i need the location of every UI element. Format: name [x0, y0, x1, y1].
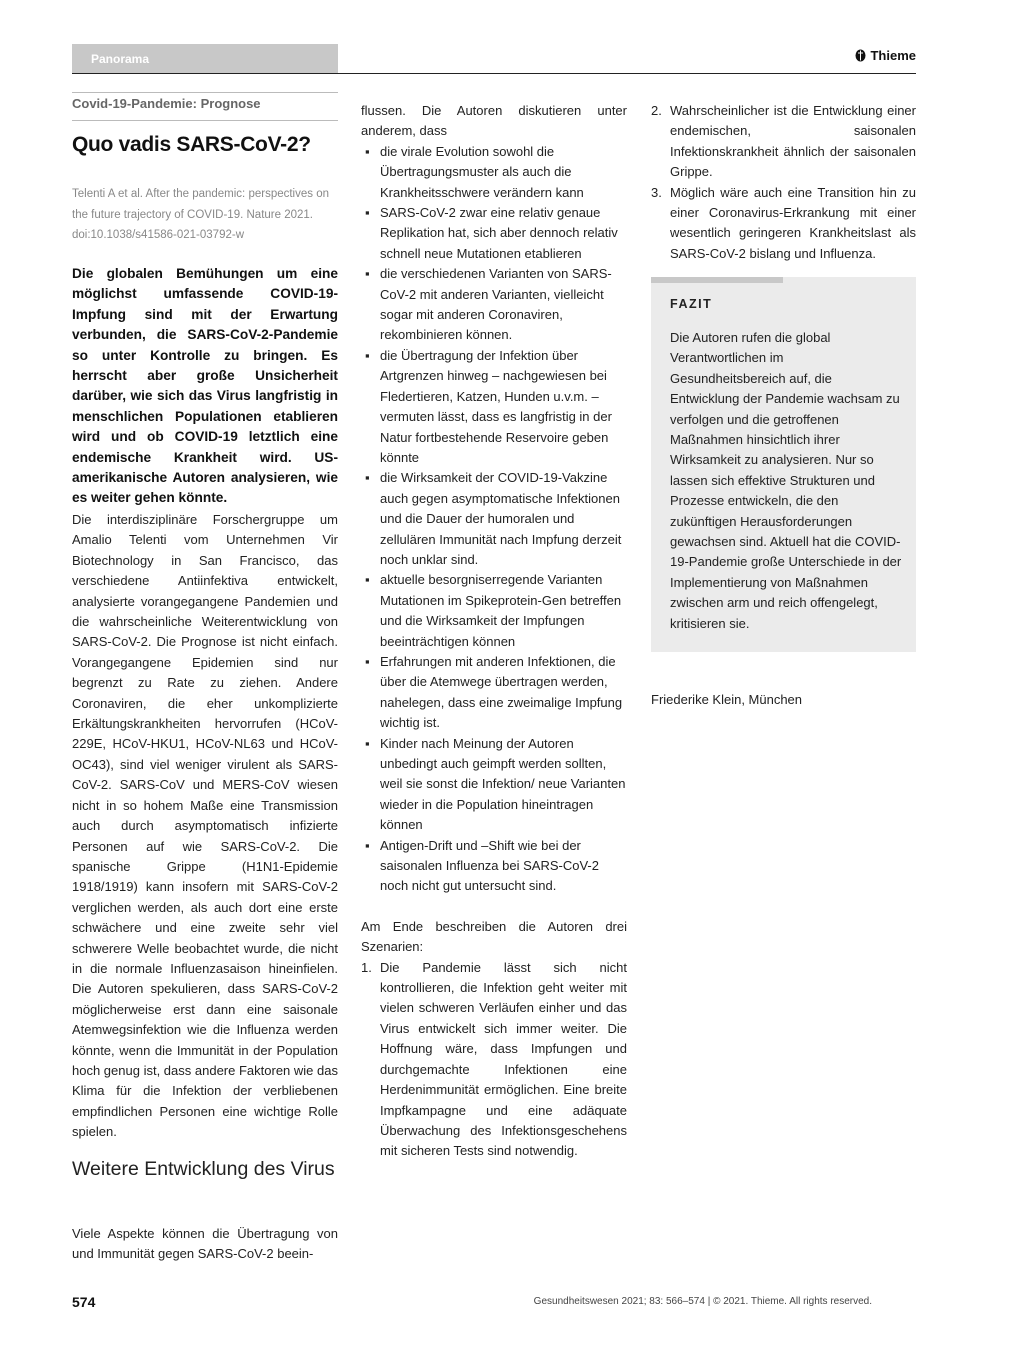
- bullet-marker: ▪: [365, 470, 370, 486]
- list-item: ▪ die Wirksamkeit der COVID-19-Vakzine auch gegen asymptomatische Infektionen und die Dauer der humoralen und zellulären Immunität nach Impfung derzeit noch unklar sind.: [365, 470, 622, 567]
- fazit-heading: FAZIT: [670, 297, 713, 311]
- scenario-list: [361, 958, 627, 1162]
- bullet-marker: ▪: [365, 572, 370, 588]
- bullet-marker: ▪: [365, 837, 370, 853]
- column-3: [651, 101, 916, 264]
- page-number: 574: [72, 1294, 96, 1310]
- bullet-marker: ▪: [365, 653, 370, 669]
- body-paragraph: Die interdisziplinäre Forschergruppe um Amalio Telenti vom Unternehmen Vir Biotechnology in San Francisco, das verschiedene Antiinfektiva entwickelt, analysierte vorangegangene Pandemien und die wahrscheinliche Weiterentwicklung von SARS-CoV-2. Die Prognose ist nicht einfach. Vorangegangene Epidemien sind nur begrenzt zu Rate zu ziehen. Andere Coronaviren, die eher unkomplizierte Erkältungskrankheiten hervorrufen (HCoV-229E, HCoV-HKU1, HCoV-NL63 und HCoV-OC43), sind viel weniger virulent als SARS-CoV-2. SARS-CoV und MERS-CoV wiesen nicht in so hohem Maße eine Transmission auch durch asymptomatisch infizierte Personen auf wie SARS-CoV-2. Die spanische Grippe (H1N1-Epidemie 1918/1919) kann insofern mit SARS-CoV-2 verglichen werden, als auch dort eine erste schwächere und eine zweite sehr viel schwerere Welle beobachtet wurde, die nicht in die normale Influenzasaison hineinfielen. Die Autoren spekulieren, dass SARS-CoV-2 möglicherweise erst dann eine saisonale Atemwegsinfektion wie die Influenza werden könnte, wenn die Immunität in der Population hoch genug ist, dass andere Faktoren wie das Klima für die Infektion der verbliebenen empfindlichen Personen eine wichtige Rolle spielen.: [72, 512, 338, 1140]
- aspects-list: [361, 142, 627, 897]
- article-lead: Die globalen Bemühungen um eine möglichst umfassende COVID-19-Impfung sind mit der Erwartung verbunden, die SARS-CoV-2-Pandemie so unter Kontrolle zu bringen. Es herrscht aber große Unsicherheit darüber, wie sich das Virus langfristig in menschlichen Populationen etablieren wird und ob COVID-19 letztlich eine endemische Krankheit wird. US-amerikanische Autoren analysieren, wie es weiter gehen könnte.: [72, 266, 338, 506]
- scenario-item: 1. Die Pandemie lässt sich nicht kontrollieren, die Infektion geht weiter mit vielen schweren Verläufen einher und das Virus entwickelt sich immer weiter. Die Hoffnung wäre, dass Impfungen und durchgemachte Infektionen eine Herdenimmunität ermöglichen. Eine breite Impfkampagne und eine adäquate Überwachung des Infektionsgeschehens mit sicheren Tests sind notwendig.: [361, 959, 627, 1159]
- bullet-marker: ▪: [365, 205, 370, 221]
- header-rule: [72, 73, 916, 74]
- list-item: ▪ Antigen-Drift und –Shift wie bei der saisonalen Influenza bei SARS-CoV-2 noch nicht gut untersucht sind.: [365, 837, 599, 894]
- footer-citation: Gesundheitswesen 2021; 83: 566–574 | © 2021. Thieme. All rights reserved.: [533, 1296, 872, 1307]
- scenarios-intro: Am Ende beschreiben die Autoren drei Szenarien:: [361, 918, 627, 955]
- article-citation: Telenti A et al. After the pandemic: perspectives on the future trajectory of COVID-19. Nature 2021. doi:10.1038/s41586-021-03792-w: [72, 188, 329, 241]
- kicker-rule: [72, 120, 338, 121]
- bullet-marker: ▪: [365, 735, 370, 751]
- scenario-list-continued: [651, 101, 916, 264]
- bullet-marker: ▪: [365, 347, 370, 363]
- brand-name: Thieme: [870, 48, 916, 63]
- scenario-item: 3. Möglich wäre auch eine Transition hin zu einer Coronavirus-Erkrankung mit einer wesentlich geringeren Krankheitslast als SARS-CoV-2 bislang und Influenza.: [651, 184, 916, 261]
- scenario-item: 2. Wahrscheinlicher ist die Entwicklung einer endemischen, saisonalen Infektionskrankheit ähnlich der saisonalen Grippe.: [651, 103, 916, 180]
- list-item: ▪ Kinder nach Meinung der Autoren unbedingt auch geimpft werden sollten, weil sie sonst die Infektion/ neue Varianten wieder in die Population hineintragen können: [365, 735, 626, 833]
- list-item: ▪ die virale Evolution sowohl die Übertragungsmuster als auch die Krankheitsschwere verändern kann: [365, 143, 584, 200]
- column-2: [361, 101, 627, 1162]
- article-author: Friederike Klein, München: [651, 692, 803, 707]
- list-item: ▪ Erfahrungen mit anderen Infektionen, die über die Atemwege übertragen werden, nahelegen, dass eine zweimalige Impfung wichtig ist.: [365, 653, 623, 731]
- section-tab: Panorama: [72, 44, 338, 74]
- list-item: ▪ SARS-CoV-2 zwar eine relativ genaue Replikation hat, sich aber dennoch relativ schnell neue Mutationen etablieren: [365, 205, 618, 261]
- section-heading: Weitere Entwicklung des Virus: [72, 1158, 335, 1180]
- list-item: ▪ aktuelle besorgniserregende Varianten Mutationen im Spikeprotein-Gen betreffen und die Wirksamkeit der Impfungen beeinträchtigen können: [365, 572, 622, 649]
- article-title: Quo vadis SARS-CoV-2?: [72, 133, 311, 156]
- list-item: ▪ die Übertragung der Infektion über Artgrenzen hinweg – nachgewiesen bei Fledertieren, Katzen, Hunden u.v.m. – vermuten lässt, dass es langfristig in der Natur fortbestehende Reservoire geben könnte: [365, 347, 612, 465]
- bullet-marker: ▪: [365, 143, 370, 159]
- publisher-brand: [855, 48, 916, 63]
- body-paragraph-start: Viele Aspekte können die Übertragung von und Immunität gegen SARS-CoV-2 beein-: [72, 1226, 338, 1262]
- kicker-rule: [72, 92, 338, 93]
- body-paragraph-continued: flussen. Die Autoren diskutieren unter anderem, dass: [361, 103, 627, 139]
- list-item: ▪ die verschiedenen Varianten von SARS-CoV-2 mit anderen Varianten, vielleicht sogar mit anderen Coronaviren, rekombinieren können.: [365, 266, 612, 343]
- article-kicker: Covid-19-Pandemie: Prognose: [72, 96, 261, 111]
- fazit-accent-bar: [651, 277, 783, 283]
- thieme-logo-icon: [855, 49, 866, 62]
- fazit-text: Die Autoren rufen die global Verantwortlichen im Gesundheitsbereich auf, die Entwicklung der Pandemie wachsam zu verfolgen und die getroffenen Maßnahmen hinsichtlich ihrer Wirksamkeit zu analysieren. Nur so lassen sich effektive Strukturen und Prozesse entwickeln, die den zukünftigen Herausforderungen gewachsen sind. Aktuell hat die COVID-19-Pandemie große Unterschiede in der Implementierung von Maßnahmen zwischen arm und reich offengelegt, kritisieren sie.: [670, 330, 902, 631]
- bullet-marker: ▪: [365, 266, 370, 282]
